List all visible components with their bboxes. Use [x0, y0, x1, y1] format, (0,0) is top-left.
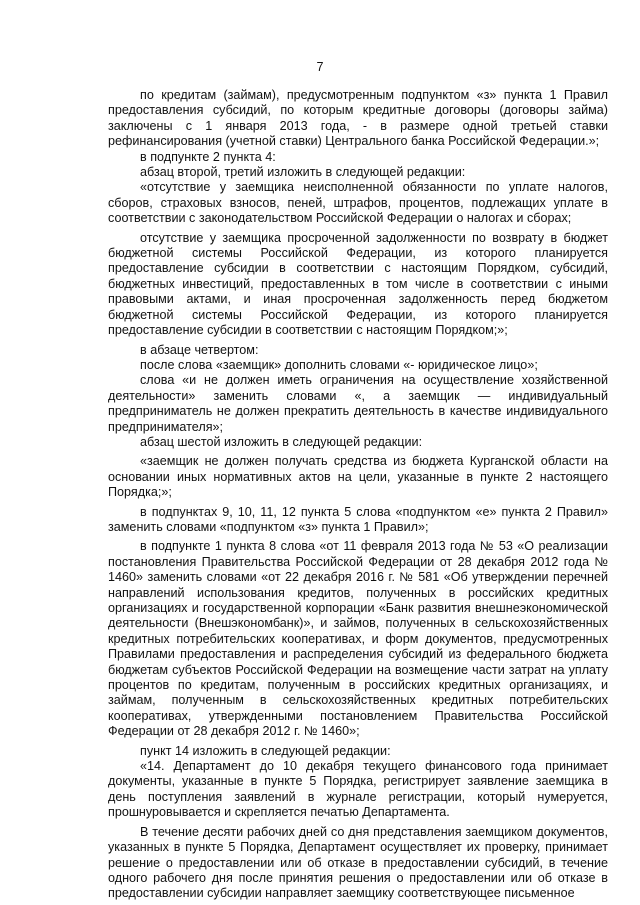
paragraph: по кредитам (займам), предусмотренным подпунктом «з» пункта 1 Правил предоставления субсидий, по которым кредитные договоры (договоры займа) заключены с 1 января 2013 года, - в размере одной третьей ставки рефинансирования (учетной ставки) Центрального банка Российской Федерации.»; [108, 88, 608, 149]
paragraph: отсутствие у заемщика просроченной задолженности по возврату в бюджет бюджетной системы Российской Федерации, из которого планируется предоставление субсидии в соответствии с настоящим Порядком, субсидий, бюджетных инвестиций, предоставленных в том числе в соответствии с иными правовыми актами, и иная просроченная задолженность перед бюджетом бюджетной системы Российской Федерации, из которого планируется предоставление субсидии в соответствии с настоящим Порядком;»; [108, 230, 608, 338]
paragraph: слова «и не должен иметь ограничения на осуществление хозяйственной деятельности» заменить словами «, а заемщик — индивидуальный предприниматель не должен прекратить деятельность в качестве индивидуального предпринимателя»; [108, 373, 608, 434]
paragraph: «14. Департамент до 10 декабря текущего финансового года принимает документы, указанные в пункте 5 Порядка, регистрирует заявление заемщика в день поступления заявлений в журнале регистрации, который нумеруется, прошнуровывается и скрепляется печатью Департамента. [108, 759, 608, 820]
paragraph: в подпунктах 9, 10, 11, 12 пункта 5 слова «подпунктом «е» пункта 2 Правил» заменить словами «подпунктом «з» пункта 1 Правил»; [108, 504, 608, 534]
paragraph: после слова «заемщик» дополнить словами «- юридическое лицо»; [140, 357, 538, 372]
paragraph: абзац шестой изложить в следующей редакции: [140, 434, 423, 449]
paragraph: абзац второй, третий изложить в следующей редакции: [140, 165, 466, 180]
paragraph: «заемщик не должен получать средства из бюджета Курганской области на основании иных нормативных актов на цели, указанные в пункте 2 настоящего Порядка;»; [108, 454, 608, 500]
paragraph: в абзаце четвертом: [140, 342, 259, 357]
paragraph: в подпункте 1 пункта 8 слова «от 11 февраля 2013 года № 53 «О реализации постановления Правительства Российской Федерации от 28 декабря 2012 года № 1460» заменить словами «от 22 декабря 2016 г. № 581 «Об утверждении перечней направлений использования кредитов, полученных в российских кредитных организациях и государственной корпорации «Банк развития внешнеэкономической деятельности (Внешэкономбанк)», и займов, полученных в сельскохозяйственных кредитных потребительских кооперативах, и форм документов, предусмотренных Правилами предоставления и распределения субсидий из федерального бюджета бюджетам субъектов Российской Федерации на возмещение части затрат на уплату процентов по кредитам, полученным в российских кредитных организациях, и займам, полученным в сельскохозяйственных кредитных потребительских кооперативах, утвержденными постановлением Правительства Российской Федерации от 28 декабря 2012 г. № 1460»; [108, 539, 608, 739]
page-number: 7 [316, 60, 324, 74]
paragraph: пункт 14 изложить в следующей редакции: [140, 743, 391, 758]
document-body [108, 88, 608, 902]
paragraph: в подпункте 2 пункта 4: [140, 149, 276, 164]
paragraph: «отсутствие у заемщика неисполненной обязанности по уплате налогов, сборов, страховых взносов, пеней, штрафов, процентов, подлежащих уплате в соответствии с законодательством Российской Федерации о налогах и сборах; [108, 180, 608, 226]
paragraph: В течение десяти рабочих дней со дня представления заемщиком документов, указанных в пункте 5 Порядка, Департамент осуществляет их проверку, принимает решение о предоставлении или об отказе в предоставлении субсидий, в течение одного рабочего дня после принятия решения о предоставлении или об отказе в предоставлении субсидии направляет заемщику соответствующее письменное [108, 824, 608, 901]
